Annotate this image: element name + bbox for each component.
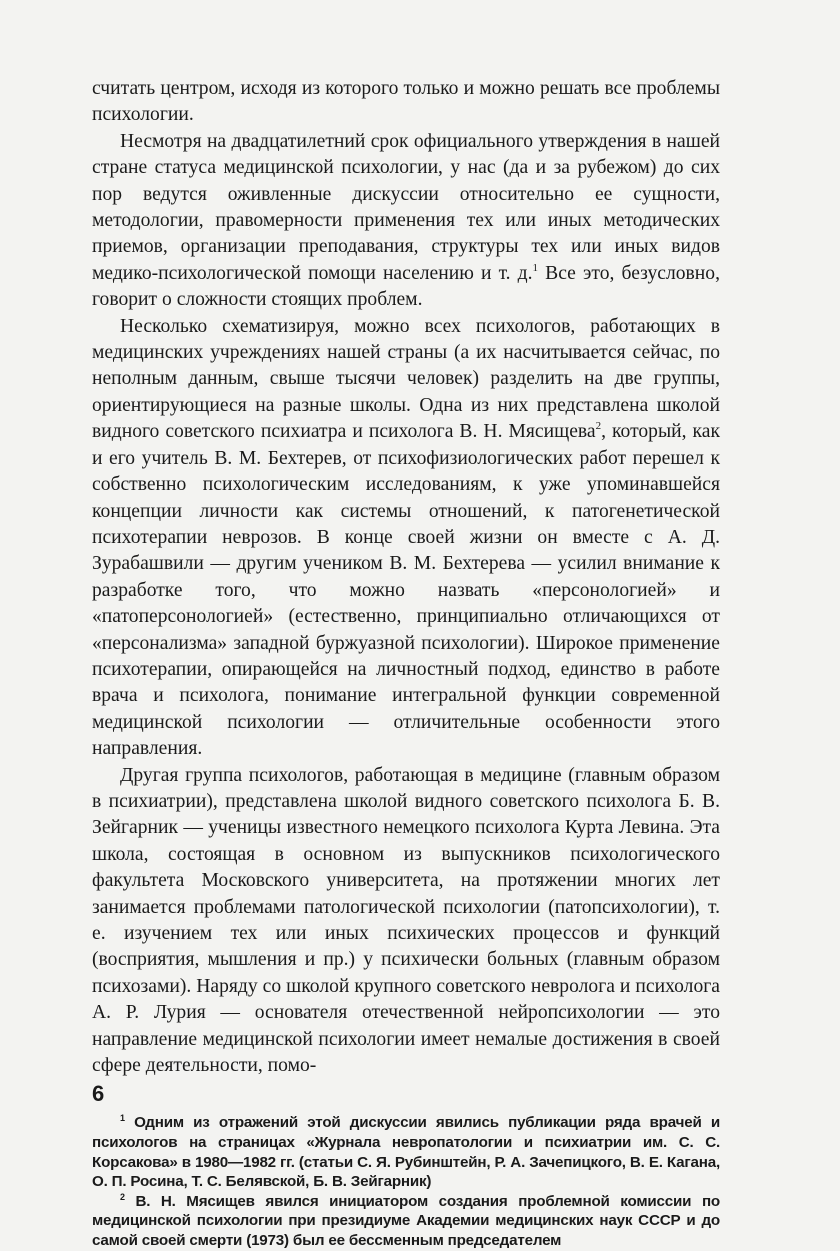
paragraph-4: Другая группа психологов, работающая в медицине (главным образом в психиатрии), представлена школой видного советского психолога Б. В. Зейгарник — ученицы известного немецкого психолога Курта Левина. Эта школа, состоящая в основном из выпускников психологического факультета Московского университета, на протяжении многих лет занимается проблемами патологической психологии (патопсихологии), т. е. изучением тех или иных психических процессов и функций (восприятия, мышления и пр.) у психически больных (главным образом психозами). Наряду со школой крупного советского невролога и психолога А. Р. Лурия — основателя отечественной нейропсихологии — это направление медицинской психологии имеет немалые достижения в своей сфере деятельности, помо- [92, 764, 720, 1077]
footnote-ref-1: 1 [532, 261, 539, 274]
footnote-marker-1: 1 [120, 1113, 125, 1124]
paragraph-2: Несмотря на двадцатилетний срок официального утверждения в нашей стране статуса медицинской психологии, у нас (да и за рубежом) до сих пор ведутся оживленные дискуссии относительно ее сущности, методологии, правомерности применения тех или иных методических приемов, организации преподавания, структуры тех или иных видов медико-психологической помощи населению и т. д.$^1$ Все это, безусловно, говорит о сложности стоящих проблем. [92, 130, 720, 311]
footnote-marker-2: 2 [120, 1191, 125, 1202]
footnotes [92, 1113, 720, 1250]
footnote-2: $^2$ В. Н. Мясищев явился инициатором создания проблемной комиссии по медицинской психологии при президиуме Академии медицинских наук СССР и до самой своей смерти (1973) был ее бессменным председателем [92, 1191, 720, 1249]
footnote-ref-2: 2 [595, 420, 602, 433]
paragraph-1: считать центром, исходя из которого только и можно решать все проблемы психологии. [92, 78, 720, 126]
paragraph-3: Несколько схематизируя, можно всех психологов, работающих в медицинских учреждениях нашей страны (а их насчитывается сейчас, по неполным данным, свыше тысячи человек) разделить на две группы, ориентирующиеся на разные школы. Одна из них представлена школой видного советского психиатра и психолога В. Н. Мясищева$^2$, который, как и его учитель В. М. Бехтерев, от психофизиологических работ перешел к собственно психологическим исследованиям, к уже упоминавшейся концепции личности как системы отношений, к патогенетической психотерапии неврозов. В конце своей жизни он вместе с А. Д. Зурабашвили — другим учеником В. М. Бехтерева — усилил внимание к разработке того, что можно назвать «персонологией» и «патоперсонологией» (естественно, принципиально отличающихся от «персонализма» западной буржуазной психологии). Широкое применение психотерапии, опирающейся на личностный подход, единство в работе врача и психолога, понимание интегральной функции современной медицинской психологии — отличительные особенности этого направления. [92, 315, 720, 760]
book-page [92, 76, 720, 1251]
footnote-1: $^1$ Одним из отражений этой дискуссии явились публикации ряда врачей и психологов на страницах «Журнала невропатологии и психиатрии им. С. С. Корсакова» в 1980—1982 гг. (статьи С. Я. Рубинштейн, Р. А. Зачепицкого, В. Е. Кагана, О. П. Росина, Т. С. Белявской, Б. В. Зейгарник) [92, 1113, 720, 1191]
page-number: 6 [92, 1081, 105, 1106]
main-text [92, 76, 720, 1079]
